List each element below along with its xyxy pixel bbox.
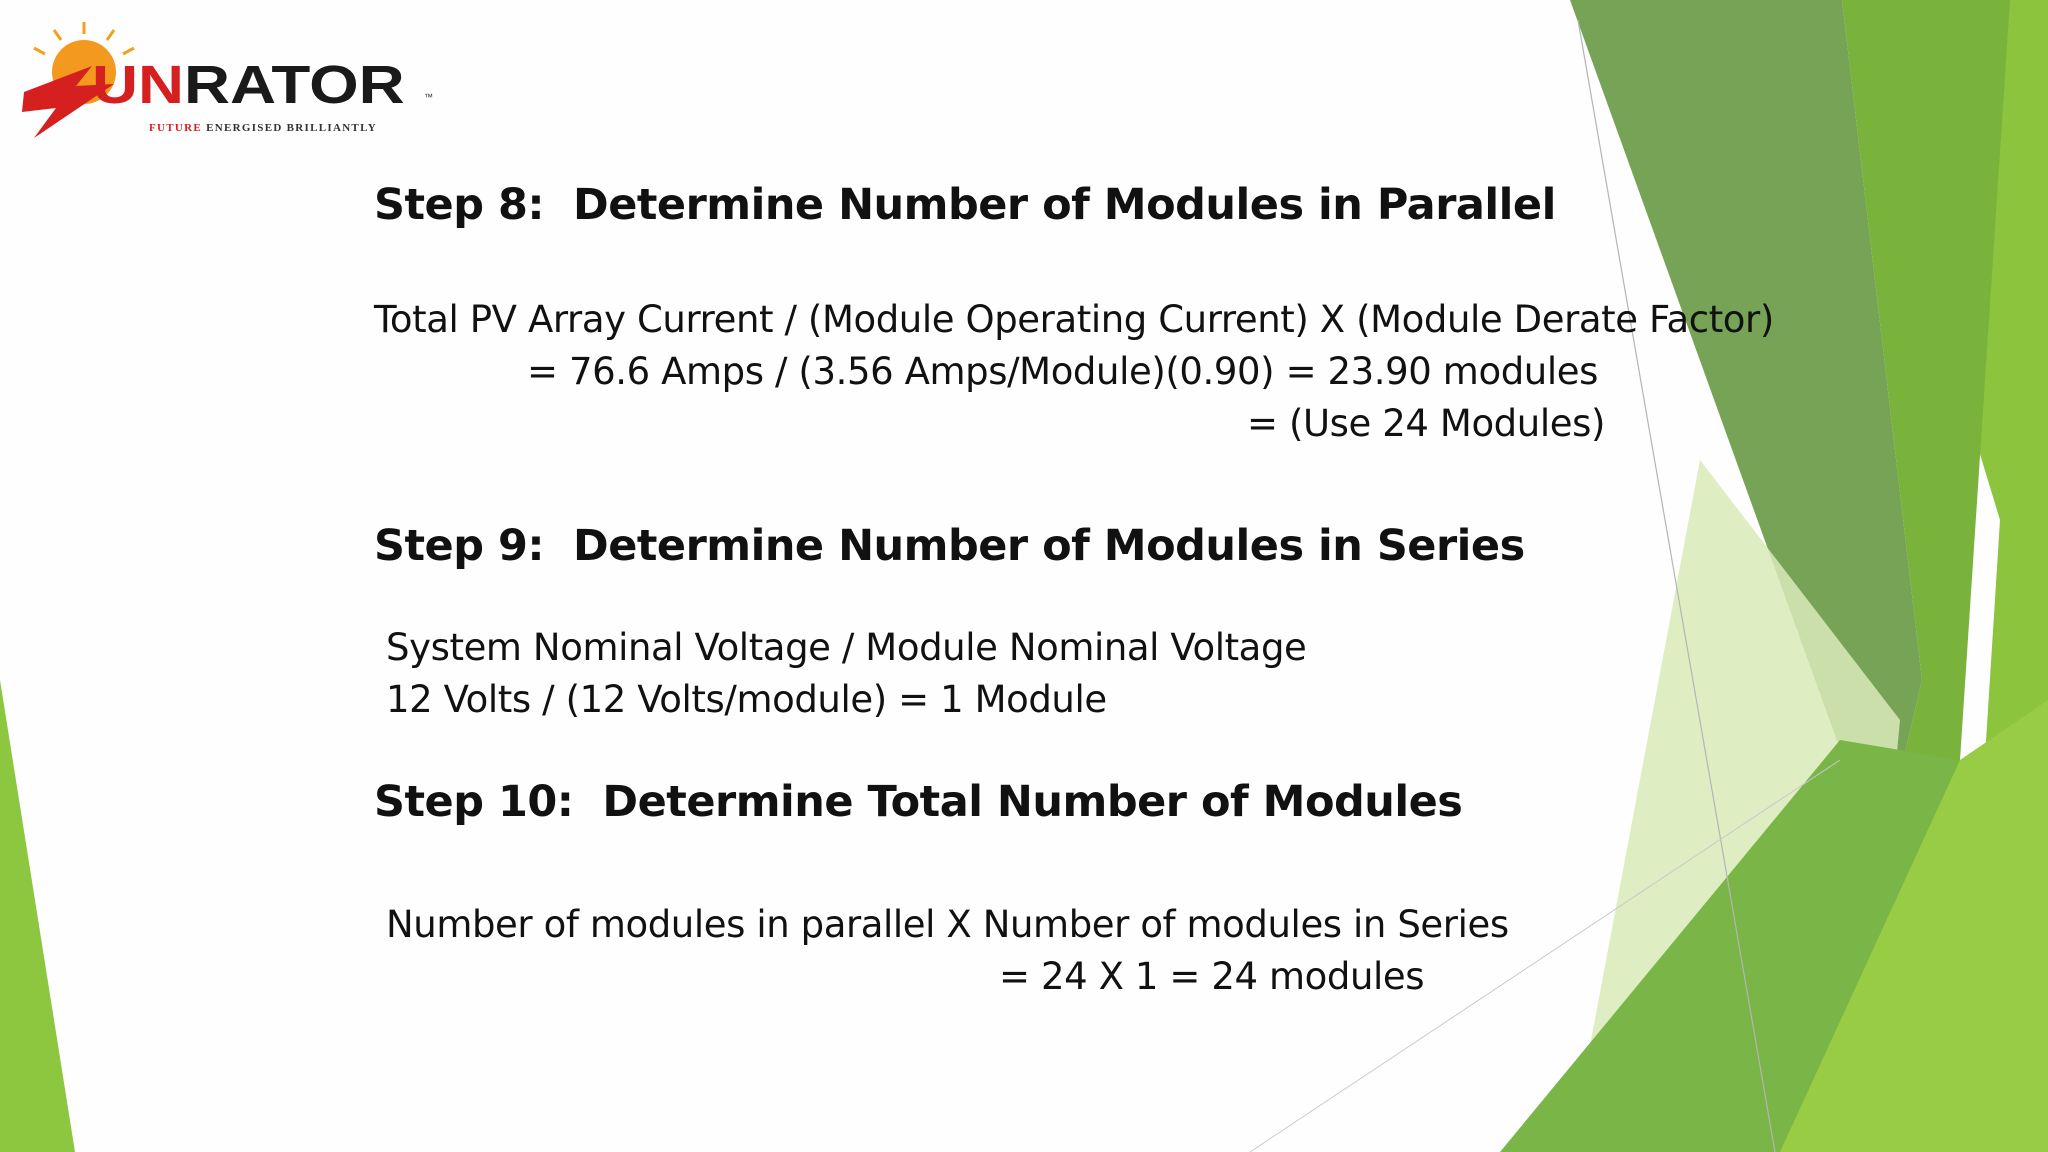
step9-calculation: 12 Volts / (12 Volts/module) = 1 Module (386, 678, 1107, 721)
logo-tagline-red: FUTURE (149, 122, 203, 134)
step8-formula: Total PV Array Current / (Module Operating Current) X (Module Derate Factor) (374, 298, 1774, 341)
logo-word-rest: RATOR (184, 55, 405, 115)
logo-trademark: ™ (424, 92, 433, 102)
logo-word-red: UN (92, 55, 185, 115)
step8-heading: Step 8: Determine Number of Modules in Parallel (374, 180, 1556, 230)
step9-formula: System Nominal Voltage / Module Nominal Voltage (386, 626, 1307, 669)
step10-result: = 24 X 1 = 24 modules (999, 955, 1425, 998)
step9-heading: Step 9: Determine Number of Modules in Series (374, 521, 1525, 571)
step8-result: = (Use 24 Modules) (1247, 402, 1605, 445)
step10-formula: Number of modules in parallel X Number of modules in Series (386, 903, 1509, 946)
logo-tagline-rest: ENERGISED BRILLIANTLY (202, 122, 377, 134)
step10-heading: Step 10: Determine Total Number of Modules (374, 777, 1463, 827)
step8-calculation: = 76.6 Amps / (3.56 Amps/Module)(0.90) = 23.90 modules (527, 350, 1598, 393)
